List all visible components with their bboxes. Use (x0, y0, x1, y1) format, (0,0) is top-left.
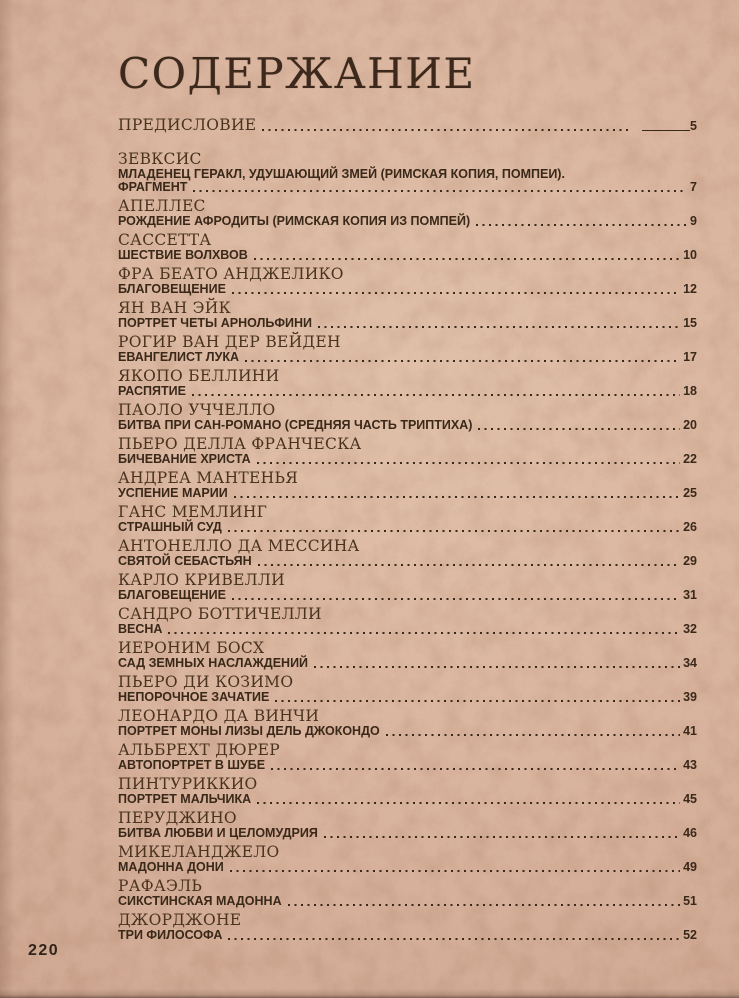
work-row (118, 419, 697, 432)
artist-name: ДЖОРДЖОНЕ (118, 911, 242, 929)
work-title-line: МЛАДЕНЕЦ ГЕРАКЛ, УДУШАЮЩИЙ ЗМЕЙ (РИМСКАЯ КОПИЯ, ПОМПЕИ). (118, 167, 565, 181)
dot-leader (271, 768, 680, 770)
artist-name: ЗЕВКСИС (118, 150, 202, 168)
toc-entry (118, 369, 697, 398)
page-number: 39 (683, 690, 697, 704)
artist-name: АПЕЛЛЕС (118, 197, 206, 215)
work-title: РОЖДЕНИЕ АФРОДИТЫ (РИМСКАЯ КОПИЯ ИЗ ПОМПЕЙ) (118, 214, 471, 228)
page-number: 41 (683, 724, 697, 738)
toc-entry (118, 641, 697, 670)
work-title: СИКСТИНСКАЯ МАДОННА (118, 894, 282, 908)
artist-name: ЯКОПО БЕЛЛИНИ (118, 367, 280, 385)
dot-leader (288, 904, 681, 906)
toc-entry (118, 709, 697, 738)
artist-name: РОГИР ВАН ДЕР ВЕЙДЕН (118, 333, 341, 351)
toc-entry (118, 335, 697, 364)
toc-entry (118, 152, 697, 194)
dot-leader (168, 632, 680, 634)
work-title: БЛАГОВЕЩЕНИЕ (118, 282, 226, 296)
toc-entry (118, 471, 697, 500)
dot-leader (230, 870, 680, 872)
dot-leader (275, 700, 680, 702)
work-row (118, 283, 697, 296)
work-title: ТРИ ФИЛОСОФА (118, 928, 223, 942)
artist-name: ЯН ВАН ЭЙК (118, 299, 231, 317)
work-title: САД ЗЕМНЫХ НАСЛАЖДЕНИЙ (118, 656, 309, 670)
work-title: СВЯТОЙ СЕБАСТЬЯН (118, 554, 252, 568)
artist-name: МИКЕЛАНДЖЕЛО (118, 843, 280, 861)
work-title: БЛАГОВЕЩЕНИЕ (118, 588, 226, 602)
work-title: ПОРТРЕТ ЧЕТЫ АРНОЛЬФИНИ (118, 316, 312, 330)
dot-leader (257, 462, 681, 464)
page-number: 10 (683, 248, 697, 262)
toc-entry (118, 403, 697, 432)
page-number: 17 (683, 350, 697, 364)
page-number: 20 (683, 418, 697, 432)
page-number: 45 (683, 792, 697, 806)
page-number: 52 (683, 928, 697, 942)
artist-name: ЛЕОНАРДО ДА ВИНЧИ (118, 707, 320, 725)
dot-leader (228, 938, 680, 940)
toc-entry (118, 539, 697, 568)
work-row (118, 385, 697, 398)
toc-entry (118, 879, 697, 908)
page-number: 43 (683, 758, 697, 772)
work-row (118, 351, 697, 364)
work-row (118, 623, 697, 636)
toc-entries (118, 152, 697, 942)
page-number: 49 (683, 860, 697, 874)
toc-entry (118, 505, 697, 534)
work-row (118, 487, 697, 500)
page-number: 5 (690, 119, 697, 133)
work-row (118, 453, 697, 466)
folio-number: 220 (28, 942, 60, 959)
artist-name: ФРА БЕАТО АНДЖЕЛИКО (118, 265, 344, 283)
toc-entry (118, 437, 697, 466)
work-title: ПОРТРЕТ МОНЫ ЛИЗЫ ДЕЛЬ ДЖОКОНДО (118, 724, 380, 738)
artist-name: КАРЛО КРИВЕЛЛИ (118, 571, 285, 589)
dot-leader (245, 360, 680, 362)
artist-name: ПЕРУДЖИНО (118, 809, 237, 827)
work-row (118, 657, 697, 670)
toc-entry (118, 607, 697, 636)
dot-leader (232, 598, 680, 600)
toc-entry (118, 233, 697, 262)
dot-leader (478, 428, 680, 430)
page-number: 22 (683, 452, 697, 466)
preface-row (118, 118, 697, 133)
artist-name: ГАНС МЕМЛИНГ (118, 503, 268, 521)
work-row (118, 861, 697, 874)
dot-leader (314, 666, 680, 668)
dot-leader (193, 190, 687, 192)
dot-leader (192, 394, 680, 396)
work-row (118, 181, 697, 194)
work-title: СТРАШНЫЙ СУД (118, 520, 222, 534)
work-row (118, 759, 697, 772)
toc-entry (118, 267, 697, 296)
dot-leader (232, 292, 680, 294)
work-title: ЕВАНГЕЛИСТ ЛУКА (118, 350, 240, 364)
work-title: БИТВА ЛЮБВИ И ЦЕЛОМУДРИЯ (118, 826, 318, 840)
page-number: 25 (683, 486, 697, 500)
page-number: 15 (683, 316, 697, 330)
artist-name: ИЕРОНИМ БОСХ (118, 639, 265, 657)
page-number: 29 (683, 554, 697, 568)
work-title: ПОРТРЕТ МАЛЬЧИКА (118, 792, 252, 806)
toc-entry (118, 301, 697, 330)
work-row (118, 793, 697, 806)
page-number: 26 (683, 520, 697, 534)
dot-leader (262, 129, 632, 131)
work-title: БИТВА ПРИ САН-РОМАНО (СРЕДНЯЯ ЧАСТЬ ТРИПТИХА) (118, 418, 473, 432)
work-row (118, 521, 697, 534)
work-row (118, 895, 697, 908)
work-title: ВЕСНА (118, 622, 163, 636)
artist-name: ПАОЛО УЧЧЕЛЛО (118, 401, 276, 419)
dot-leader (386, 734, 680, 736)
toc-entry (118, 913, 697, 942)
page-number: 9 (690, 214, 697, 228)
page-number: 34 (683, 656, 697, 670)
page-number: 32 (683, 622, 697, 636)
work-row (118, 725, 697, 738)
toc-entry (118, 573, 697, 602)
toc-entry (118, 743, 697, 772)
artist-name: РАФАЭЛЬ (118, 877, 203, 895)
work-title: РАСПЯТИЕ (118, 384, 186, 398)
page-number: 7 (690, 180, 697, 194)
work-title: ШЕСТВИЕ ВОЛХВОВ (118, 248, 248, 262)
work-title: УСПЕНИЕ МАРИИ (118, 486, 228, 500)
page-number: 51 (683, 894, 697, 908)
artist-name: ПЬЕРО ДИ КОЗИМО (118, 673, 294, 691)
work-row (118, 317, 697, 330)
dot-leader (476, 224, 687, 226)
work-title: МАДОННА ДОНИ (118, 860, 224, 874)
dot-leader (234, 496, 680, 498)
page-title: СОДЕРЖАНИЕ (118, 49, 476, 98)
work-row (118, 827, 697, 840)
toc-entry (118, 777, 697, 806)
work-row (118, 691, 697, 704)
work-row (118, 215, 697, 228)
toc-entry (118, 845, 697, 874)
dot-leader (228, 530, 680, 532)
dot-leader (318, 326, 680, 328)
work-title: АВТОПОРТРЕТ В ШУБЕ (118, 758, 266, 772)
artist-name: САНДРО БОТТИЧЕЛЛИ (118, 605, 322, 623)
work-title: НЕПОРОЧНОЕ ЗАЧАТИЕ (118, 690, 270, 704)
dot-leader (258, 564, 680, 566)
page-number: 18 (683, 384, 697, 398)
underline-rule (642, 130, 690, 131)
artist-name: ПИНТУРИККИО (118, 775, 258, 793)
work-title: ФРАГМЕНТ (118, 180, 188, 194)
artist-name: ПЬЕРО ДЕЛЛА ФРАНЧЕСКА (118, 435, 362, 453)
preface-label: ПРЕДИСЛОВИЕ (118, 116, 257, 134)
toc-entry (118, 675, 697, 704)
work-row (118, 555, 697, 568)
toc-entry (118, 811, 697, 840)
dot-leader (324, 836, 680, 838)
dot-leader (254, 258, 680, 260)
page-number: 46 (683, 826, 697, 840)
toc-entry (118, 199, 697, 228)
page-number: 31 (683, 588, 697, 602)
work-row (118, 929, 697, 942)
artist-name: АНДРЕА МАНТЕНЬЯ (118, 469, 299, 487)
artist-name: АЛЬБРЕХТ ДЮРЕР (118, 741, 281, 759)
work-row (118, 589, 697, 602)
toc-content (118, 49, 697, 947)
page-number: 12 (683, 282, 697, 296)
dot-leader (257, 802, 680, 804)
work-title: БИЧЕВАНИЕ ХРИСТА (118, 452, 251, 466)
artist-name: САССЕТТА (118, 231, 212, 249)
work-row (118, 249, 697, 262)
artist-name: АНТОНЕЛЛО ДА МЕССИНА (118, 537, 360, 555)
